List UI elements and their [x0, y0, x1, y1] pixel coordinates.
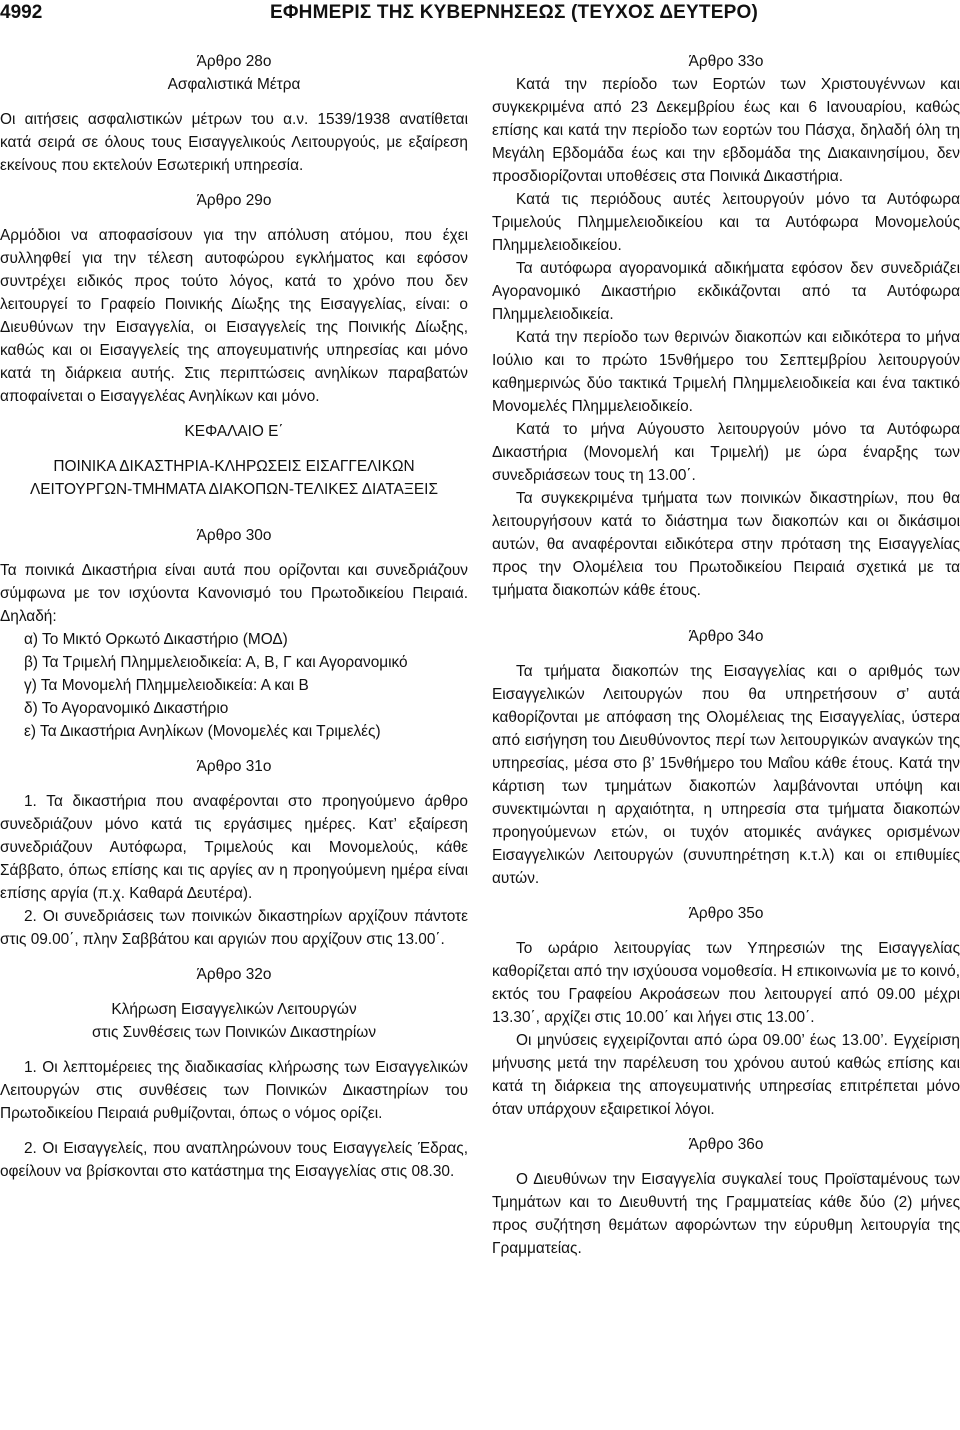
right-column: [492, 50, 960, 1260]
article-32-subtitle-2: στις Συνθέσεις των Ποινικών Δικαστηρίων: [91, 1024, 377, 1041]
article-32-title: Άρθρο 32ο: [196, 966, 272, 983]
article-33-paragraph-1: Κατά την περίοδο των Εορτών των Χριστουγέννων και συγκεκριμένα από 23 Δεκεμβρίου έως και 6 Ιανουαρίου, καθώς επίσης και κατά την περίοδο των εορτών του Πάσχα, δηλαδή όλη τη Μεγάλη Εβδομάδα έως και την εβδομάδα της Διακαινησίμου, δεν προσδιορίζονται υποθέσεις στα Ποινικά Δικαστήρια.: [492, 76, 960, 185]
article-32-subtitle-1: Κλήρωση Εισαγγελικών Λειτουργών: [111, 1001, 357, 1018]
article-28-title: Άρθρο 28ο: [196, 53, 272, 70]
article-31-paragraph-2: 2. Οι συνεδριάσεις των ποινικών δικαστηρίων αρχίζουν πάντοτε στις 09.00΄, πλην Σαββάτου και αργιών που αρχίζουν στις 13.00΄.: [0, 908, 468, 948]
article-30-item: β) Τα Τριμελή Πλημμελειοδικεία: Α, Β, Γ και Αγορανομικό: [24, 654, 408, 671]
article-29-paragraph: Αρμόδιοι να αποφασίσουν για την απόλυση ατόμου, που έχει συλληφθεί για την τέλεση αυτοφώρου εγκλήματος και εφόσον συντρέχει ειδικός προς τούτο λόγος, κατά το χρόνο που δεν λειτουργεί το Γραφείο Ποινικής Δίωξης της Εισαγγελίας, είναι: ο Διευθύνων την Εισαγγελία, οι Εισαγγελείς της Ποινικής Δίωξης, καθώς και οι Εισαγγελείς της απογευματινής υπηρεσίας και μόνο κατά τη διάρκεια αυτής. Στις περιπτώσεις ανηλίκων παραβατών αποφαίνεται ο Εισαγγελέας Ανηλίκων και μόνο.: [0, 227, 468, 405]
article-30-item: ε) Τα Δικαστήρια Ανηλίκων (Μονομελές και Τριμελές): [24, 723, 381, 740]
article-30-item: γ) Τα Μονομελή Πλημμελειοδικεία: Α και Β: [24, 677, 309, 694]
article-28-paragraph: Οι αιτήσεις ασφαλιστικών μέτρων του α.ν. 1539/1938 ανατίθεται κατά σειρά σε όλους τους Εισαγγελικούς Λειτουργούς, με εξαίρεση εκείνους που εκτελούν Εσωτερική υπηρεσία.: [0, 111, 468, 174]
article-35-paragraph-1: Το ωράριο λειτουργίας των Υπηρεσιών της Εισαγγελίας καθορίζεται από την ισχύουσα νομοθεσία. Η επικοινωνία με το κοινό, εκτός του Γραφείου Ακροάσεων που λειτουργεί από 09.00 μέχρι 13.30΄, αρχίζει στις 10.00΄ και λήγει στις 13.00΄.: [492, 940, 960, 1026]
article-34-paragraph: Τα τμήματα διακοπών της Εισαγγελίας και ο αριθμός των Εισαγγελικών Λειτουργών που θα υπηρετήσουν σ’ αυτά καθορίζονται με απόφαση της Ολομέλειας της Εισαγγελίας, ύστερα από εισήγηση του Διευθύνοντος περί των λειτουργικών αναγκών της υπηρεσίας, μέσα στο β’ 15νθήμερο του Μαΐου κάθε έτους. Κατά την κάρτιση των τμημάτων διακοπών λαμβάνονται υπόψη και συνεκτιμώνται η αρχαιότητα, η υπηρεσία στα τμήματα διακοπών προηγούμενων ετών, οι τυχόν ατομικές ανάγκες ορισμένων Εισαγγελικών Λειτουργών (συνυπηρέτηση κ.τ.λ) και οι επιθυμίες αυτών.: [492, 663, 960, 887]
article-33-paragraph-6: Τα συγκεκριμένα τμήματα των ποινικών δικαστηρίων, που θα λειτουργήσουν κατά το διάστημα των διακοπών και οι δικάσιμοι αυτών, θα αναφέρονται ειδικότερα στην πρόταση της Εισαγγελίας προς την Ολομέλεια του Πρωτοδικείου Πειραιά σχετικά με τα τμήματα διακοπών κάθε έτους.: [492, 490, 960, 599]
article-30-item: δ) Το Αγορανομικό Δικαστήριο: [24, 700, 229, 717]
journal-title: ΕΦΗΜΕΡΙΣ ΤΗΣ ΚΥΒΕΡΝΗΣΕΩΣ (ΤΕΥΧΟΣ ΔΕΥΤΕΡΟ): [270, 2, 758, 23]
chapter-title: ΚΕΦΑΛΑΙΟ Ε΄: [184, 423, 284, 440]
article-30-title: Άρθρο 30ο: [196, 527, 272, 544]
article-36-paragraph: Ο Διευθύνων την Εισαγγελία συγκαλεί τους Προϊσταμένους των Τμημάτων και το Διευθυντή της Γραμματείας κάθε δύο (2) μήνες προς συζήτηση θεμάτων αφορώντων την εύρυθμη λειτουργία της Γραμματείας.: [492, 1171, 960, 1257]
left-column: [0, 50, 468, 1183]
page-header: [0, 2, 960, 30]
article-32-paragraph-1: 1. Οι λεπτομέρειες της διαδικασίας κλήρωσης των Εισαγγελικών Λειτουργών στις συνθέσεις των Ποινικών Δικαστηρίων του Πρωτοδικείου Πειραιά ρυθμίζονται, όπως ο νόμος ορίζει.: [0, 1059, 468, 1122]
article-35-title: Άρθρο 35ο: [688, 905, 764, 922]
article-36-title: Άρθρο 36ο: [688, 1136, 764, 1153]
article-33-paragraph-4: Κατά την περίοδο των θερινών διακοπών και ειδικότερα το μήνα Ιούλιο και το πρώτο 15νθήμερο του Σεπτεμβρίου λειτουργούν καθημερινώς δύο τακτικά Τριμελή Πλημμελειοδικεία και ένα τακτικό Μονομελές Πλημμελειοδικείο.: [492, 329, 960, 415]
page-number: 4992: [0, 2, 43, 23]
article-28-subtitle: Ασφαλιστικά Μέτρα: [167, 76, 301, 93]
article-31-title: Άρθρο 31ο: [196, 758, 272, 775]
article-31-paragraph-1: 1. Τα δικαστήρια που αναφέρονται στο προηγούμενο άρθρο συνεδριάζουν μόνο κατά τις εργάσιμες ημέρες. Κατ’ εξαίρεση συνεδριάζουν Αυτόφωρα, Τριμελούς και Μονομελούς, κάθε Σάββατο, όπως επίσης και τις αργίες αν η προηγούμενη ημέρα είναι επίσης αργία (π.χ. Καθαρά Δευτέρα).: [0, 793, 468, 902]
article-33-paragraph-3: Τα αυτόφωρα αγορανομικά αδικήματα εφόσον δεν συνεδριάζει Αγορανομικό Δικαστήριο εκδικάζονται από τα Αυτόφωρα Πλημμελειοδικεία.: [492, 260, 960, 323]
article-30-paragraph: Τα ποινικά Δικαστήρια είναι αυτά που ορίζονται και συνεδριάζουν σύμφωνα με τον ισχύοντα Κανονισμό του Πρωτοδικείου Πειραιά. Δηλαδή:: [0, 562, 468, 625]
article-33-paragraph-2: Κατά τις περιόδους αυτές λειτουργούν μόνο τα Αυτόφωρα Τριμελούς Πλημμελειοδικείου και τα Αυτόφωρα Μονομελούς Πλημμελειοδικείου.: [492, 191, 960, 254]
article-33-paragraph-5: Κατά το μήνα Αύγουστο λειτουργούν μόνο τα Αυτόφωρα Δικαστήρια (Μονομελή και Τριμελή) με ώρα έναρξης των συνεδριάσεων τους τη 13.00΄.: [492, 421, 960, 484]
article-34-title: Άρθρο 34ο: [688, 628, 764, 645]
article-29-title: Άρθρο 29ο: [196, 192, 272, 209]
article-32-paragraph-2: 2. Οι Εισαγγελείς, που αναπληρώνουν τους Εισαγγελείς Έδρας, οφείλουν να βρίσκονται στο κατάστημα της Εισαγγελίας στις 08.30.: [0, 1140, 468, 1180]
article-35-paragraph-2: Οι μηνύσεις εγχειρίζονται από ώρα 09.00’ έως 13.00’. Εγχείριση μήνυσης μετά την παρέλευση του χρόνου αυτού καθώς επίσης και κατά τη διάρκεια της απογευματινής υπηρεσίας επιτρέπεται μόνο όταν υπάρχουν εξαιρετικοί λόγοι.: [492, 1032, 960, 1118]
chapter-subtitle-2: ΛΕΙΤΟΥΡΓΩΝ-ΤΜΗΜΑΤΑ ΔΙΑΚΟΠΩΝ-ΤΕΛΙΚΕΣ ΔΙΑΤΑΞΕΙΣ: [30, 481, 438, 498]
chapter-subtitle-1: ΠΟΙΝΙΚΑ ΔΙΚΑΣΤΗΡΙΑ-ΚΛΗΡΩΣΕΙΣ ΕΙΣΑΓΓΕΛΙΚΩΝ: [53, 458, 415, 475]
article-30-item: α) Το Μικτό Ορκωτό Δικαστήριο (ΜΟΔ): [24, 631, 288, 648]
article-33-title: Άρθρο 33ο: [688, 53, 764, 70]
